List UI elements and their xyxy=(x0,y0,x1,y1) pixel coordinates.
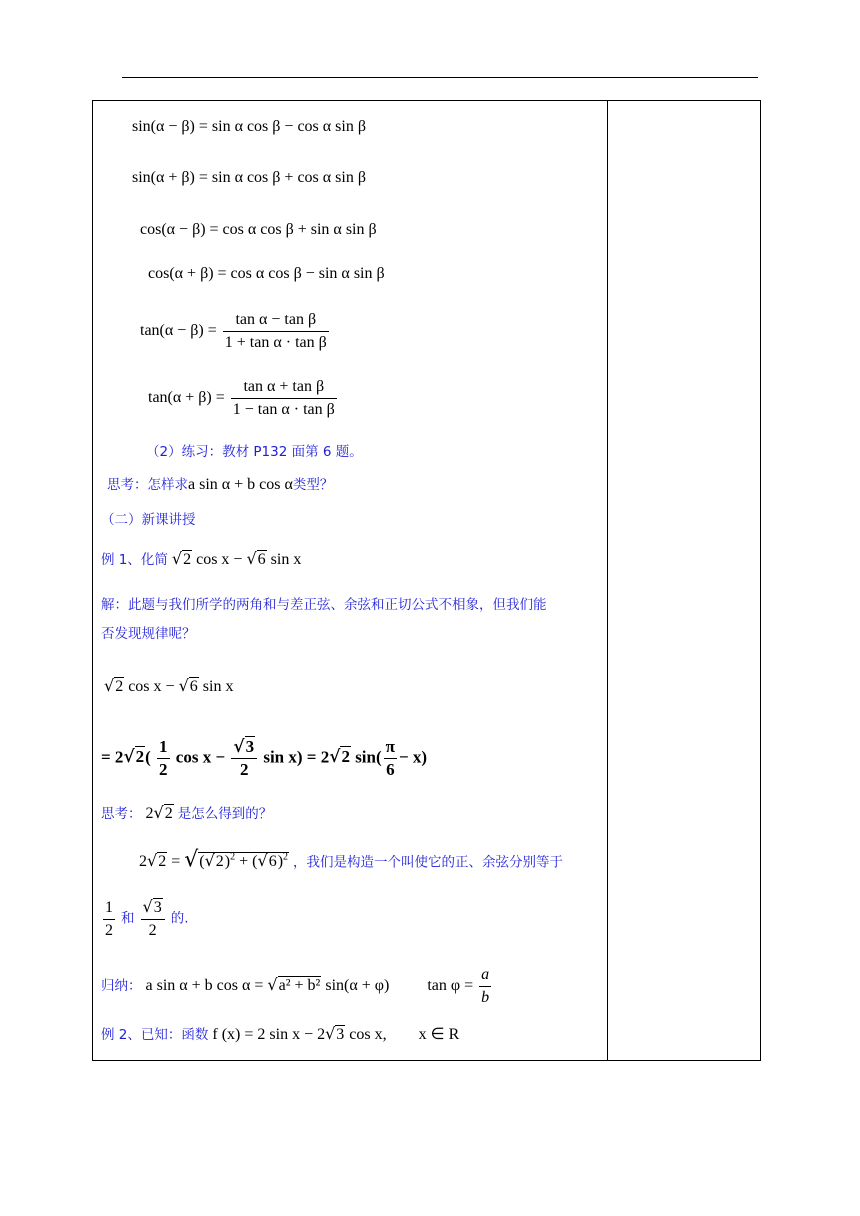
formula-cos-plus: cos(α + β) = cos α cos β − sin α sin β xyxy=(148,265,385,282)
construct-line: $2√2 = √(√2)^2 + (√6)^2$ ，我们是构造一个叫使它的正、余弦分别等于 xyxy=(139,847,564,873)
section-heading: （二）新课讲授 xyxy=(101,512,196,528)
summary-line: 归纳： a sin α + b cos α = √a² + b² sin(α + φ) tan φ = $\frac{a}{b}$ xyxy=(101,966,490,1006)
solution-line-2: 否发现规律呢？ xyxy=(101,626,196,642)
think1-suffix: 类型？ xyxy=(292,477,334,493)
sqrt-6: √6 xyxy=(246,549,266,568)
think-line-1 xyxy=(107,475,333,495)
tan-minus-denominator: 1 + tan α · tan β xyxy=(223,331,329,353)
table-frame xyxy=(92,100,761,1061)
think-line-2: 思考： 2√2 是怎么得到的？ xyxy=(101,803,273,822)
tan-minus-fraction xyxy=(223,310,329,353)
formula-sin-plus: sin(α + β) = sin α cos β + cos α sin β xyxy=(132,169,366,186)
formula-tan-plus xyxy=(148,377,339,420)
solution-line-1: 解：此题与我们所学的两角和与差正弦、余弦和正切公式不相象，但我们能 xyxy=(101,597,547,613)
example-1 xyxy=(101,549,301,570)
ex1-expression: √2 cos x − √6 sin x xyxy=(171,549,302,568)
exercise-line: （2）练习：教材 P132 面第 6 题。 xyxy=(146,444,363,460)
expression-restated: √2 cos x − √6 sin x xyxy=(104,676,234,695)
column-divider xyxy=(607,100,608,1061)
ex1-prefix: 例 1、化简 xyxy=(101,552,168,568)
tan-plus-fraction xyxy=(231,377,337,420)
think1-prefix: 思考：怎样求 xyxy=(107,477,188,493)
formula-cos-minus: cos(α − β) = cos α cos β + sin α sin β xyxy=(140,221,377,238)
fractions-line: $\frac{1}{2}$ 和 $\frac{√3}{2}$ 的. xyxy=(105,897,189,939)
formula-tan-minus xyxy=(140,310,331,353)
think1-expression: a sin α + b cos α xyxy=(188,476,293,493)
tan-plus-lhs: tan(α + β) = xyxy=(148,389,225,407)
header-rule xyxy=(122,77,758,78)
simplified-expression: = 2√2( $\frac{1}{2}$ cos x − $\frac{√3}{2}$ sin x) = 2√2 sin( $\frac{\pi}{6}$ − x) xyxy=(101,737,428,779)
formula-sin-minus: sin(α − β) = sin α cos β − cos α sin β xyxy=(132,118,366,135)
tan-plus-denominator: 1 − tan α · tan β xyxy=(231,398,337,420)
tan-minus-lhs: tan(α − β) = xyxy=(140,322,217,340)
sqrt-2: √2 xyxy=(171,549,192,568)
example-2: 例 2、已知：函数 f (x) = 2 sin x − 2√3 cos x, x ∈ R xyxy=(101,1024,460,1043)
tan-minus-numerator: tan α − tan β xyxy=(235,311,317,328)
tan-plus-numerator: tan α + tan β xyxy=(243,378,325,395)
